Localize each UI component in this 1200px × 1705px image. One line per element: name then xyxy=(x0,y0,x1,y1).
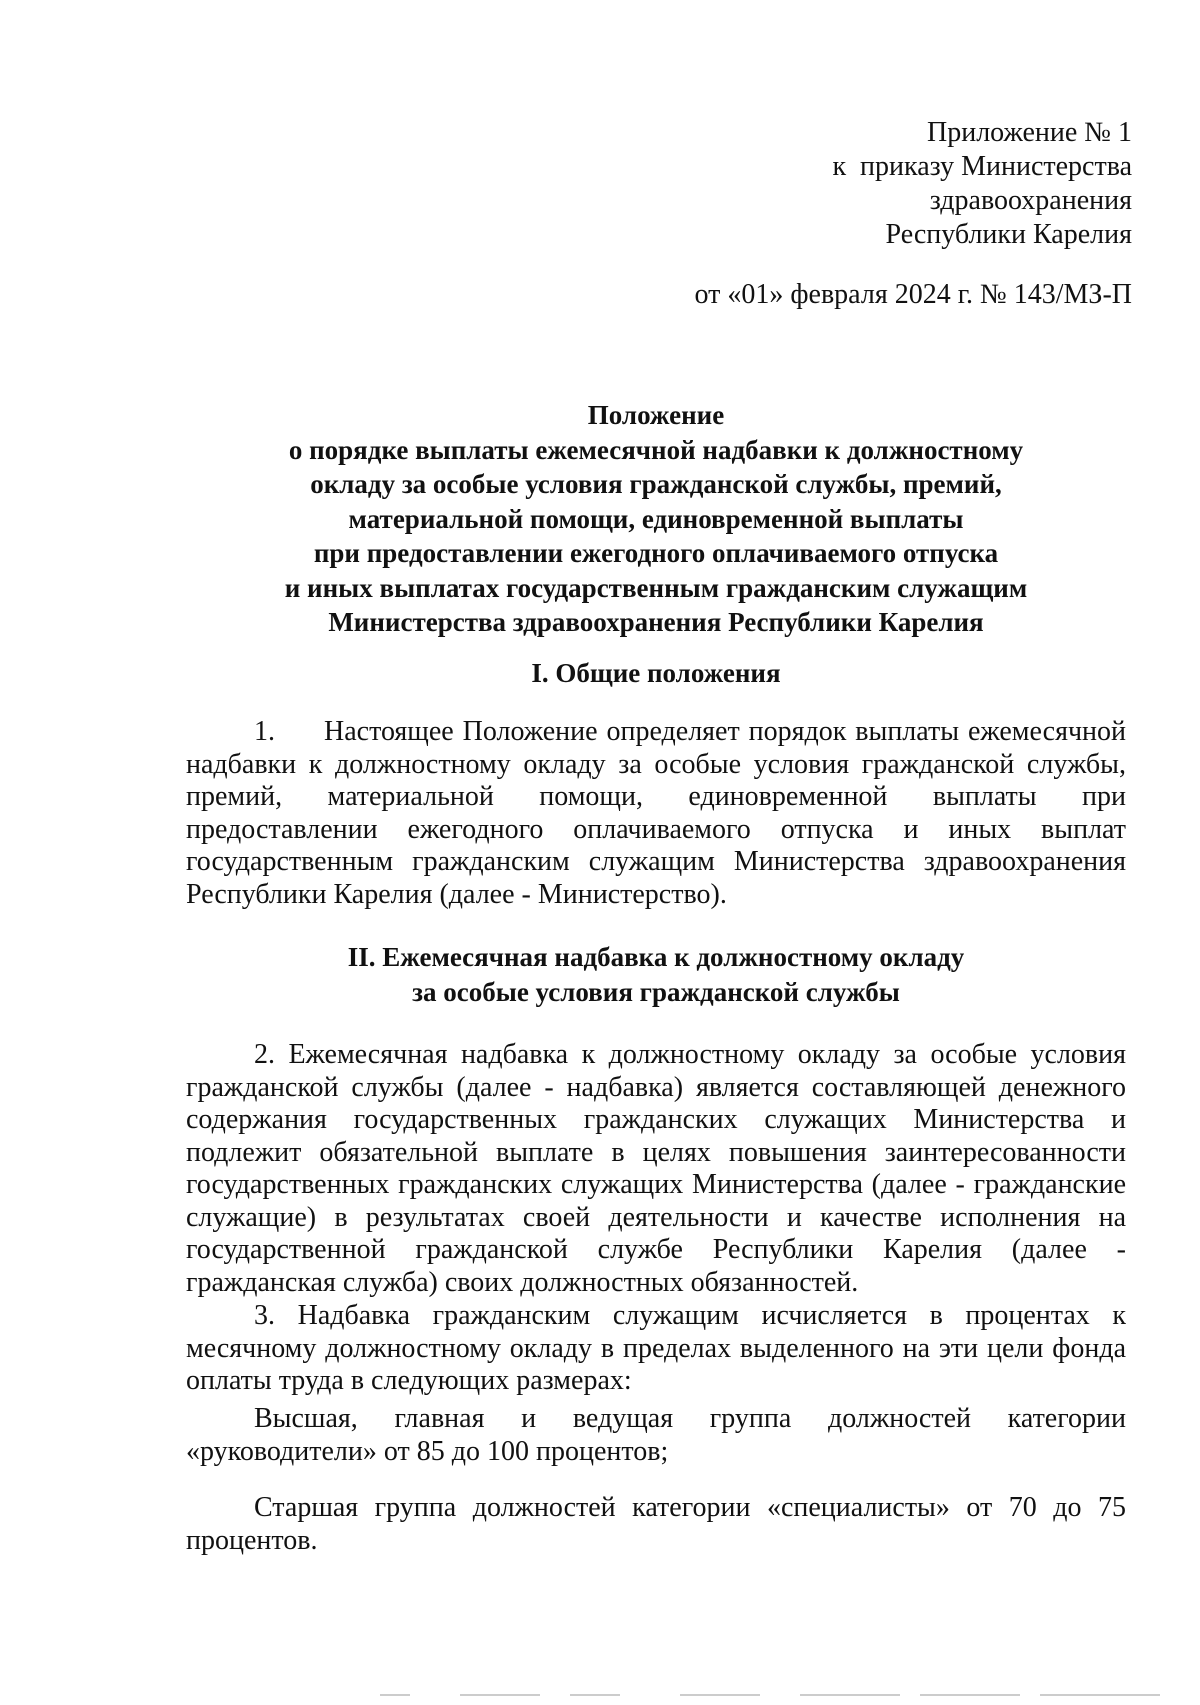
appendix-block xyxy=(832,116,1132,252)
section-1-heading xyxy=(180,656,1132,691)
paragraph-1-text: Настоящее Положение определяет порядок выплаты ежемесячной надбавки к должностному окладу за особые условия гражданской службы, премий, материальной помощи, единовременной выплаты при предоставлении ежегодного оплачиваемого отпуска и иных выплат государственным гражданским служащим Министерства здравоохранения Республики Карелия (далее - Министерство). xyxy=(186,716,1126,910)
section-2-heading-line-2: за особые условия гражданской службы xyxy=(412,976,900,1007)
title-line-1: Положение xyxy=(587,400,725,430)
paragraph-1 xyxy=(186,716,1126,911)
appendix-line-3: здравоохранения xyxy=(929,185,1132,216)
paragraph-1-number: 1. xyxy=(254,716,275,747)
paragraph-5: Старшая группа должностей категории «специалисты» от 70 до 75 процентов. xyxy=(186,1492,1126,1556)
section-1-heading-text: I. Общие положения xyxy=(531,658,781,688)
title-line-3: окладу за особые условия гражданской службы, премий, xyxy=(310,469,1002,499)
paragraph-3: 3. Надбавка гражданским служащим исчисляется в процентах к месячному должностному окладу в пределах выделенного на эти цели фонда оплаты труда в следующих размерах: xyxy=(186,1300,1126,1396)
appendix-line-2: к приказу Министерства xyxy=(832,151,1132,182)
section-2-heading-line-1: II. Ежемесячная надбавка к должностному окладу xyxy=(347,942,965,972)
appendix-line-1: Приложение № 1 xyxy=(927,117,1132,148)
document-title xyxy=(180,398,1132,640)
appendix-line-4: Республики Карелия xyxy=(885,219,1132,250)
order-date: от «01» февраля 2024 г. № 143/МЗ-П xyxy=(694,279,1132,310)
title-line-2: о порядке выплаты ежемесячной надбавки к должностному xyxy=(288,434,1024,465)
section-2-heading xyxy=(180,940,1132,1009)
title-line-7: Министерства здравоохранения Республики Карелия xyxy=(328,607,984,637)
title-line-6: и иных выплатах государственным гражданским служащим xyxy=(284,572,1028,603)
title-line-5: при предоставлении ежегодного оплачиваемого отпуска xyxy=(313,538,999,568)
paragraph-2: 2. Ежемесячная надбавка к должностному окладу за особые условия гражданской службы (далее - надбавка) является составляющей денежного содержания государственных гражданских служащих Министерства и подлежит обязательной выплате в целях повышения заинтересованности государственных гражданских служащих Министерства (далее - гражданские служащие) в результатах своей деятельности и качестве исполнения на государственной гражданской службе Республики Карелия (далее - гражданская служба) своих должностных обязанностей. xyxy=(186,1039,1126,1298)
title-line-4: материальной помощи, единовременной выплаты xyxy=(348,503,964,534)
scan-artifact-marks xyxy=(380,1692,1180,1698)
paragraph-4: Высшая, главная и ведущая группа должностей категории «руководители» от 85 до 100 процентов; xyxy=(186,1403,1126,1467)
